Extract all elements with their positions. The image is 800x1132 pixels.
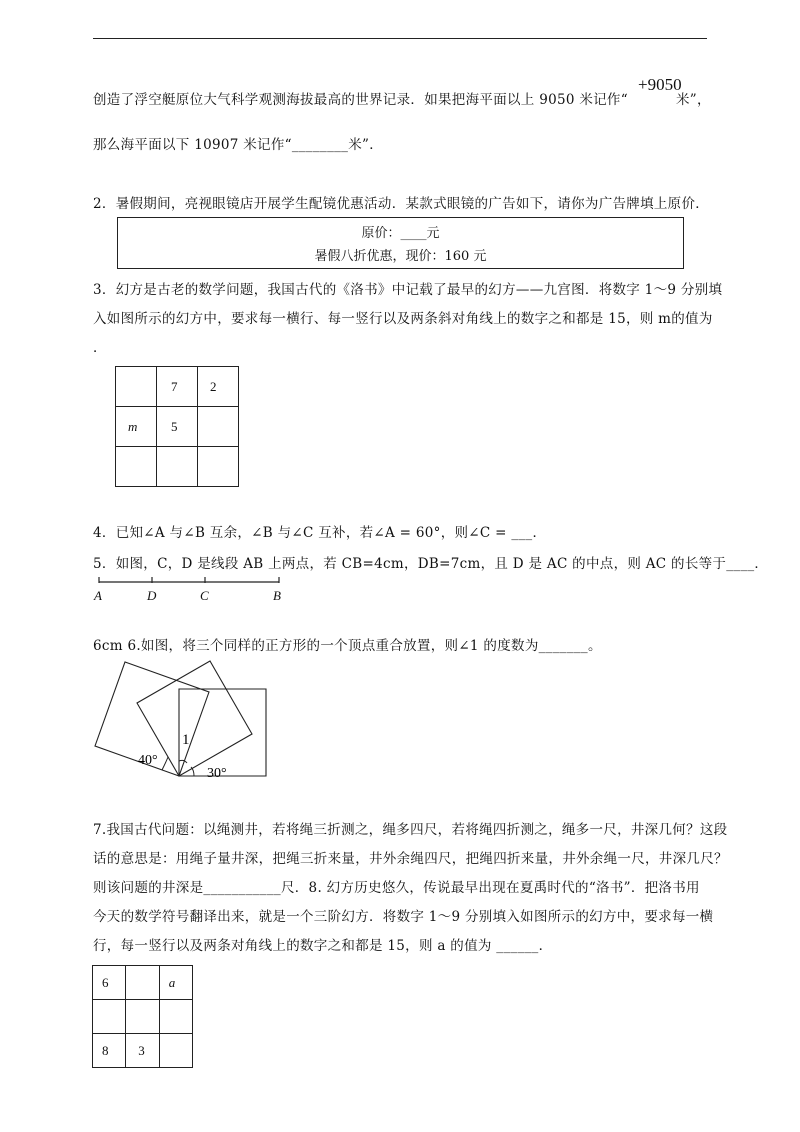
- q3-cell-m: m: [116, 407, 157, 447]
- point-label-d: D: [147, 588, 157, 603]
- q8-cell: [159, 1000, 192, 1034]
- q5-segment-figure: [95, 575, 295, 589]
- q1-line1: [93, 88, 628, 108]
- q3-cell: [116, 447, 157, 487]
- q7-line3: 则该问题的井深是___________尺．8. 幻方历史悠久，传说最早出现在夏禹时代的“洛书”．把洛书用: [93, 880, 700, 896]
- q8-cell: [126, 966, 159, 1000]
- q1-big-value: +9050: [638, 75, 682, 94]
- q3-cell: 2: [198, 367, 239, 407]
- point-label-a: A: [94, 588, 102, 603]
- q3-cell: 7: [157, 367, 198, 407]
- ad-discount-price: 暑假八折优惠，现价：160 元: [314, 249, 487, 264]
- q1-line1-before: 创造了浮空艇原位大气科学观测海拔最高的世界记录．如果把海平面以上 9050 米记作“: [93, 92, 628, 108]
- angle-label-30: 30°: [207, 766, 227, 781]
- q7-line5: 行，每一竖行以及两条对角线上的数字之和都是 15，则 a 的值为 ______．: [93, 938, 553, 954]
- point-label-c: C: [200, 588, 209, 603]
- q8-magic-square: [92, 965, 193, 1068]
- q3-cell: 5: [157, 407, 198, 447]
- angle-arc-40: [162, 757, 168, 770]
- q7-line2: 话的意思是：用绳子量井深，把绳三折来量，井外余绳四尺，把绳四折来量，井外余绳一尺，井深几尺？: [93, 851, 728, 867]
- angle-label-40: 40°: [138, 753, 158, 768]
- q3-line2: 入如图所示的幻方中，要求每一横行、每一竖行以及两条斜对角线上的数字之和都是 15，则 m的值为: [93, 311, 713, 327]
- header-rule: [93, 38, 707, 39]
- q5-text: 5．如图，C，D 是线段 AB 上两点，若 CB=4cm，DB=7cm，且 D 是 AC 的中点，则 AC 的长等于____．: [93, 556, 769, 572]
- q3-line1: 3．幻方是古老的数学问题，我国古代的《洛书》中记载了最早的幻方——九宫图．将数字 1～9 分别填: [93, 282, 723, 298]
- q7-line4: 今天的数学符号翻译出来，就是一个三阶幻方．将数字 1～9 分别填入如图所示的幻方中，要求每一横: [93, 909, 714, 925]
- q3-cell: [116, 367, 157, 407]
- q1-line1-after: 米”，: [676, 92, 711, 108]
- square-right: [179, 689, 266, 776]
- q3-magic-square: [115, 366, 239, 487]
- angle-label-1: 1: [182, 732, 190, 748]
- q1-line2: 那么海平面以下 10907 米记作“________米”．: [93, 137, 384, 153]
- q6-three-squares-figure: [90, 660, 275, 785]
- q8-cell: [159, 1034, 192, 1068]
- q3-cell: [198, 447, 239, 487]
- q7-line1: 7.我国古代问题：以绳测井，若将绳三折测之，绳多四尺，若将绳四折测之，绳多一尺，井深几何？这段: [93, 822, 728, 838]
- q8-cell: [126, 1000, 159, 1034]
- q6-text: 6cm 6.如图，将三个同样的正方形的一个顶点重合放置，则∠1 的度数为_______。: [93, 638, 602, 654]
- q4-text: 4．已知∠A 与∠B 互余，∠B 与∠C 互补，若∠A = 60°，则∠C = ___．: [93, 525, 547, 541]
- q8-cell: [93, 1000, 126, 1034]
- q8-cell-a: a: [159, 966, 192, 1000]
- q3-cell: [157, 447, 198, 487]
- ad-original-price: 原价：____元: [361, 226, 440, 241]
- q3-cell: [198, 407, 239, 447]
- q8-cell: 3: [126, 1034, 159, 1068]
- q8-cell: 6: [93, 966, 126, 1000]
- ad-board: [117, 217, 684, 269]
- q3-line3: ．: [93, 340, 107, 356]
- q8-cell: 8: [93, 1034, 126, 1068]
- angle-arc-1: [179, 760, 187, 763]
- point-label-b: B: [273, 588, 281, 603]
- q2-text: 2．暑假期间，亮视眼镜店开展学生配镜优惠活动．某款式眼镜的广告如下，请你为广告牌填上原价．: [93, 196, 710, 212]
